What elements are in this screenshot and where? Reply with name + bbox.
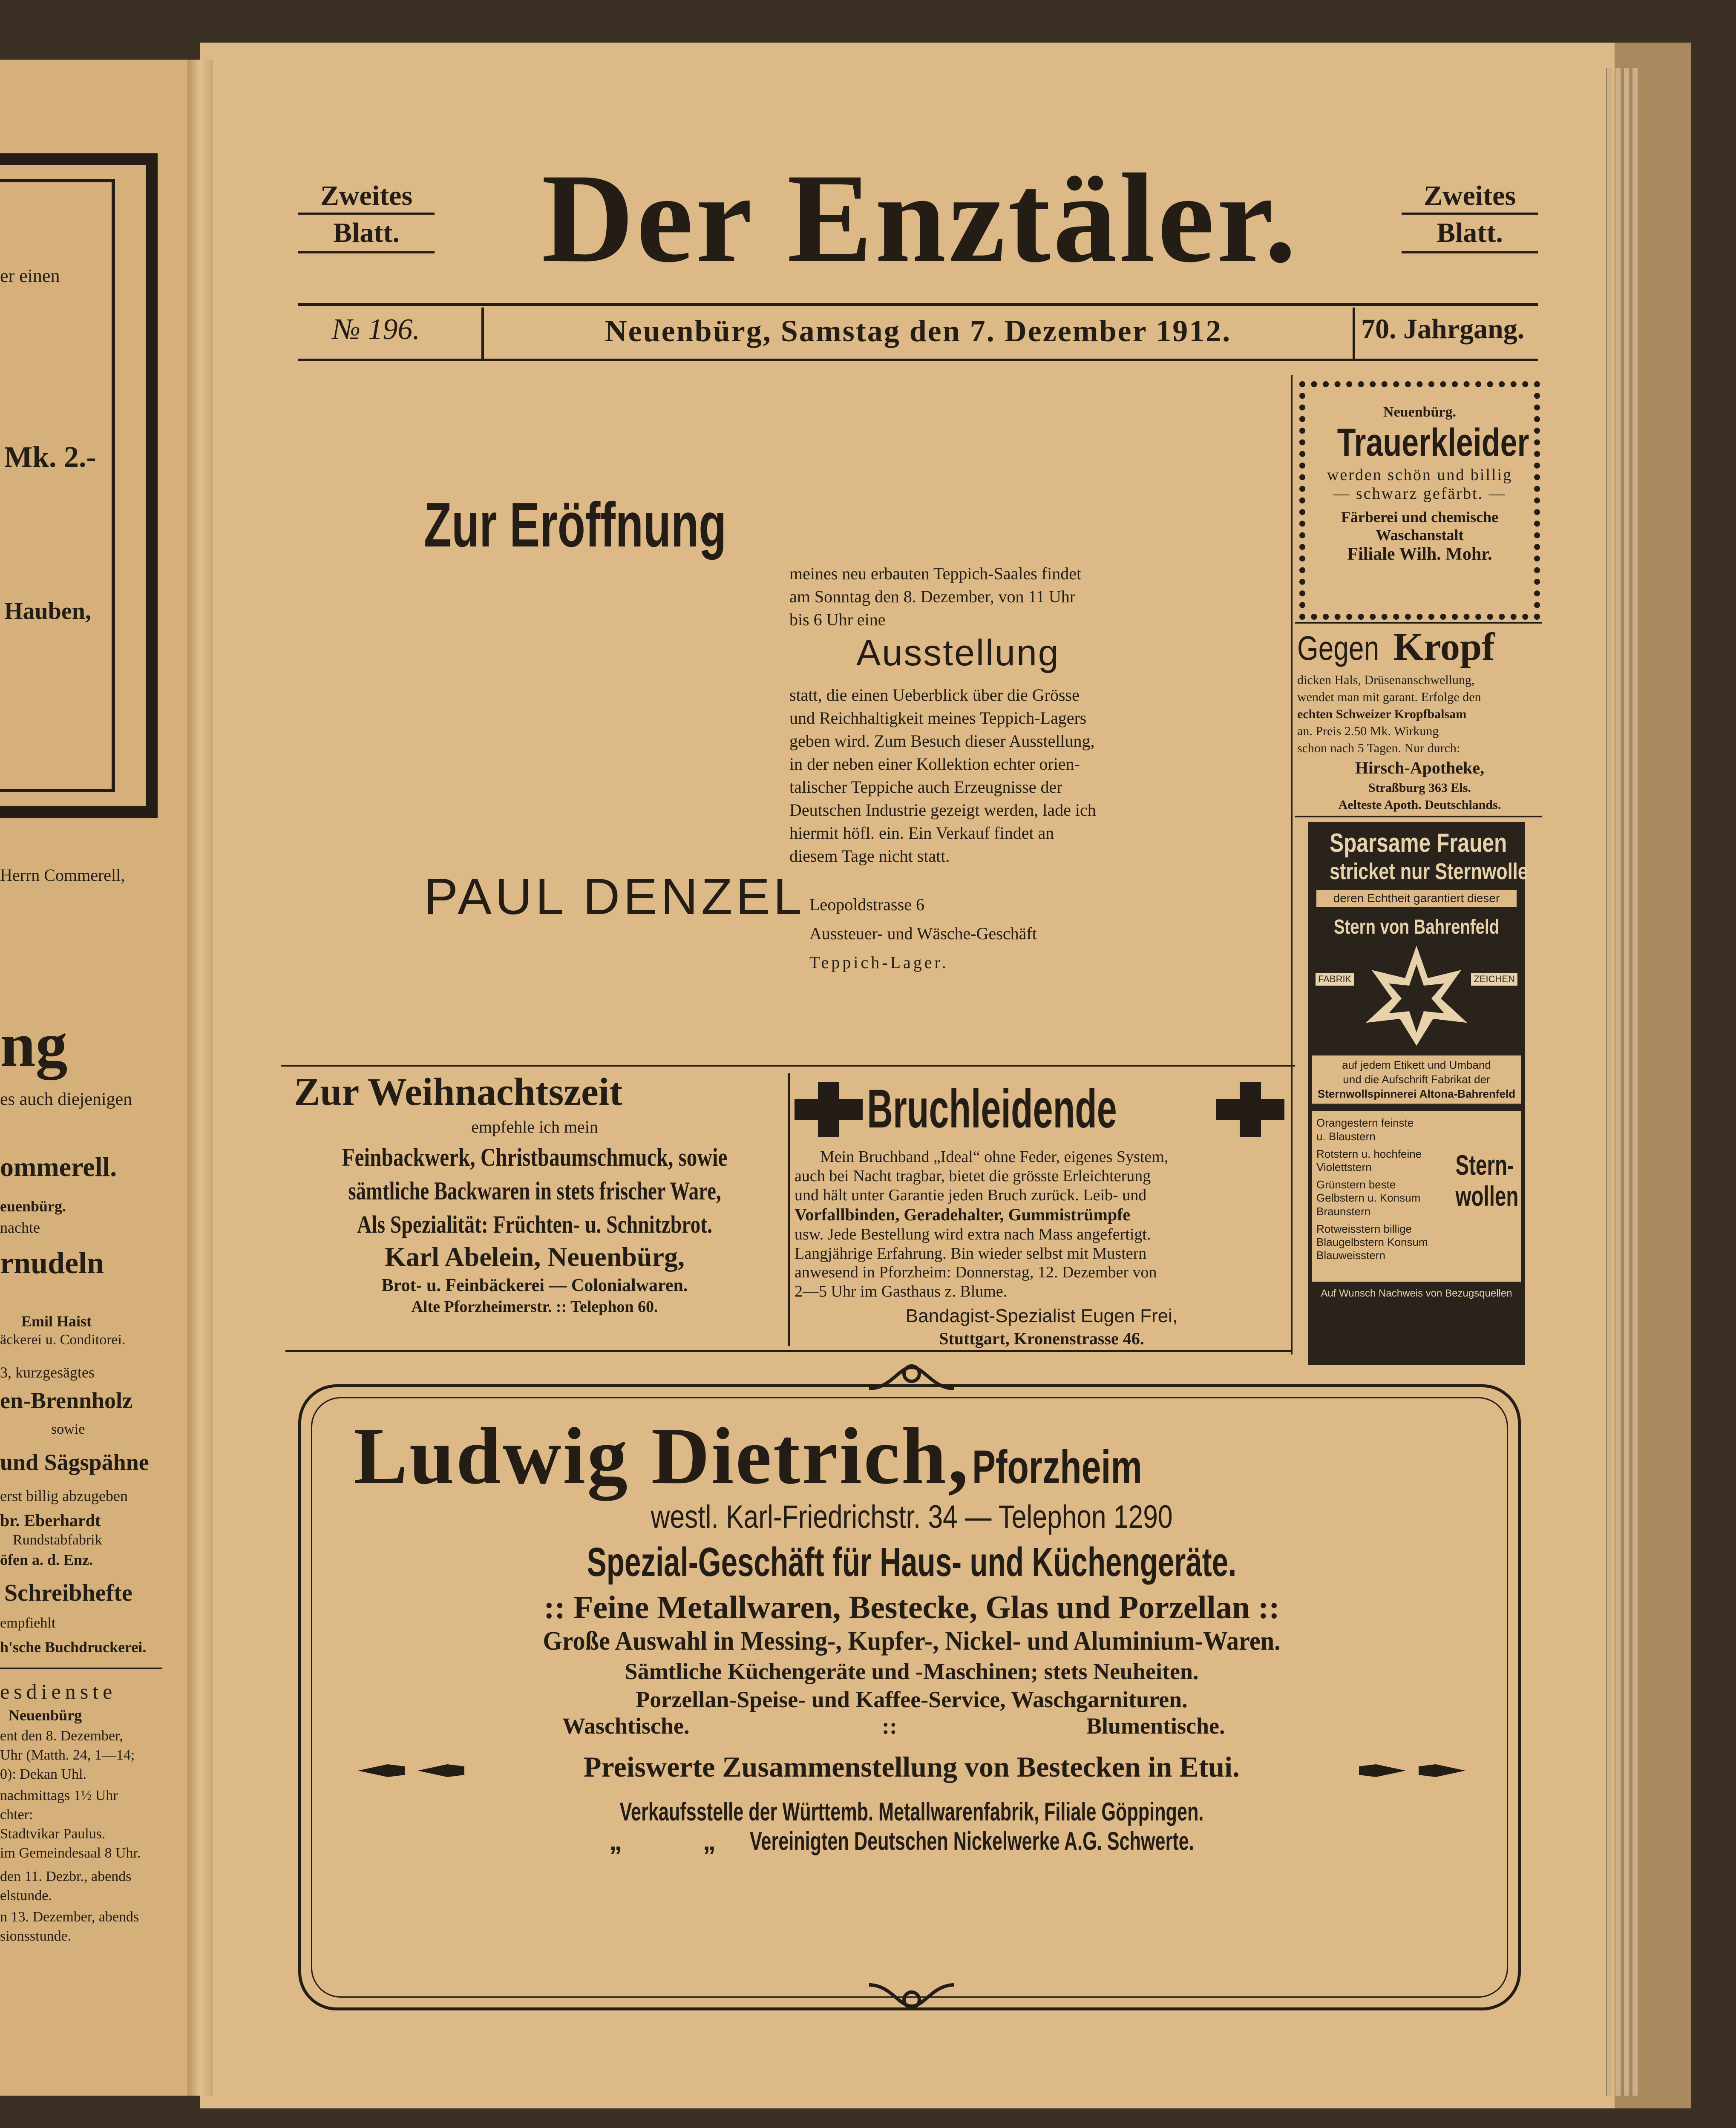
- zeichen-label: ZEICHEN: [1471, 973, 1517, 986]
- left-text: und Sägspähne: [0, 1449, 149, 1475]
- badge-line: Blatt.: [298, 215, 435, 253]
- text-line: Sämtliche Küchengeräte und -Maschinen; stets Neuheiten.: [625, 1659, 1199, 1684]
- left-text: Neuenbürg: [9, 1707, 82, 1724]
- book-gutter: [187, 60, 213, 2096]
- dietrich-line: [324, 1589, 1500, 1626]
- left-text: empfiehlt: [0, 1615, 56, 1631]
- left-text: äckerei u. Conditorei.: [0, 1332, 126, 1348]
- denzel-address: [809, 890, 1037, 977]
- text-line: Deutschen Industrie gezeigt werden, lade ich: [789, 800, 1096, 820]
- text-line: Preiswerte Zusammenstellung von Bestecken in Etui.: [583, 1751, 1240, 1783]
- text-line: Violettstern: [1316, 1160, 1372, 1173]
- text-line: hiermit höfl. ein. Ein Verkauf findet an: [789, 823, 1054, 843]
- dietrich-city: Pforzheim: [972, 1441, 1142, 1493]
- text-line: echten Schweizer Kropfbalsam: [1297, 707, 1467, 721]
- left-text: Rundstabfabrik: [13, 1532, 102, 1548]
- eroeffnung-text: [789, 684, 1096, 868]
- text-line: Waschtische.: [562, 1713, 690, 1739]
- text-line: ::: [882, 1713, 897, 1739]
- section-rule: [285, 1350, 1291, 1352]
- text-line: Gelbstern u. Konsum: [1316, 1191, 1421, 1205]
- left-text: er einen: [0, 265, 60, 286]
- left-text: chter:: [0, 1807, 33, 1823]
- text-line: und die Aufschrift Fabrikat der: [1343, 1073, 1490, 1086]
- kropf-text: [1297, 672, 1542, 813]
- badge-line: Blatt.: [1402, 215, 1538, 253]
- text-line: Leopoldstrasse 6: [809, 895, 924, 914]
- text-line: — schwarz gefärbt. —: [1333, 484, 1506, 503]
- issue-number: № 196.: [332, 313, 420, 346]
- fabrik-label: FABRIK: [1316, 973, 1354, 986]
- bruch-heading: Bruchleidende: [867, 1078, 1117, 1139]
- left-text: Schreibhefte: [4, 1580, 132, 1606]
- ornament-icon: [865, 1354, 959, 1401]
- left-text: 0): Dekan Uhl.: [0, 1766, 87, 1782]
- weihnacht-heading: Zur Weihnachtszeit: [294, 1070, 622, 1113]
- sternwolle-top-rule: [1295, 816, 1542, 817]
- trauer-ad: [1299, 381, 1540, 620]
- dietrich-name: Ludwig Dietrich,: [354, 1412, 970, 1501]
- text-line: Rotstern u. hochfeine: [1316, 1147, 1422, 1160]
- left-text: esdienste: [0, 1679, 117, 1703]
- text-line: sämtliche Backwaren in stets frischer Ware,: [348, 1177, 721, 1205]
- trauer-place: Neuenbürg.: [1383, 404, 1456, 420]
- left-rule: [0, 1668, 162, 1669]
- text-line: Blaugelbstern Konsum: [1316, 1235, 1428, 1248]
- separator: ::: [544, 1590, 573, 1625]
- left-text: sionsstunde.: [0, 1928, 72, 1944]
- text-line: „: [703, 1827, 716, 1855]
- left-text: elstunde.: [0, 1888, 52, 1904]
- left-text: Mk. 2.-: [4, 441, 96, 474]
- text-line: Karl Abelein, Neuenbürg,: [384, 1242, 685, 1272]
- separator: ::: [1250, 1590, 1280, 1625]
- text-line: und Reichhaltigkeit meines Teppich-Lagers: [789, 708, 1087, 728]
- kropf-heading: Kropf: [1393, 625, 1495, 668]
- text-line: Vereinigten Deutschen Nickelwerke A.G. Schwerte.: [750, 1827, 1194, 1855]
- text-line: Straßburg 363 Els.: [1368, 780, 1471, 795]
- text-line: u. Blaustern: [1316, 1130, 1376, 1143]
- text-line: Alte Pforzheimerstr. :: Telephon 60.: [411, 1298, 658, 1316]
- section-rule: [1291, 375, 1293, 1354]
- text-line: geben wird. Zum Besuch dieser Ausstellung,: [789, 731, 1095, 751]
- text-line: Blumentische.: [1086, 1713, 1225, 1739]
- sternwolle-ad: [1308, 822, 1528, 1365]
- text-line: wendet man mit garant. Erfolge den: [1297, 690, 1481, 704]
- text-line: wollen: [1455, 1180, 1518, 1212]
- pointing-hand-icon: [354, 1758, 473, 1783]
- pointing-hand-icon: [1350, 1758, 1470, 1783]
- left-text: n 13. Dezember, abends: [0, 1909, 139, 1925]
- place-date: Neuenbürg, Samstag den 7. Dezember 1912.: [605, 314, 1232, 348]
- text-line: diesem Tage nicht statt.: [789, 846, 950, 866]
- left-text: ent den 8. Dezember,: [0, 1728, 123, 1744]
- left-text: euenbürg.: [0, 1198, 66, 1215]
- masthead-divider: [1353, 308, 1355, 359]
- left-text: es auch diejenigen: [0, 1090, 132, 1109]
- left-text: nachmittags 1½ Uhr: [0, 1788, 118, 1803]
- left-text: en-Brennholz: [0, 1388, 133, 1413]
- left-text: nachte: [0, 1219, 40, 1236]
- page-edge: [1606, 68, 1612, 2096]
- text-line: Rotweisstern billige: [1316, 1222, 1412, 1235]
- kinds-list: [1316, 1116, 1453, 1262]
- text-line: Sternwollspinnerei Altona-Bahrenfeld: [1317, 1087, 1516, 1100]
- left-text: h'sche Buchdruckerei.: [0, 1639, 147, 1656]
- page-edge: [1615, 68, 1621, 2096]
- text-line: Stern-: [1455, 1149, 1514, 1181]
- ornament-icon: [865, 1972, 959, 2019]
- text-line: usw. Jede Bestellung wird extra nach Mass angefertigt.: [795, 1225, 1151, 1243]
- text-line: dicken Hals, Drüsenanschwellung,: [1297, 673, 1475, 687]
- left-text: br. Eberhardt: [0, 1511, 101, 1530]
- text-line: Blauweisstern: [1316, 1249, 1385, 1262]
- text-line: Mein Bruchband „Ideal“ ohne Feder, eigenes System,: [820, 1148, 1169, 1166]
- bruch-signature: Stuttgart, Kronenstrasse 46.: [939, 1329, 1144, 1348]
- badge-line: Zweites: [298, 179, 435, 215]
- text-line: und hält unter Garantie jeden Bruch zurück. Leib- und: [795, 1186, 1147, 1204]
- text-line: statt, die einen Ueberblick über die Grösse: [789, 685, 1080, 705]
- signature-denzel: PAUL DENZEL: [424, 868, 805, 925]
- text-line: westl. Karl-Friedrichstr. 34 — Telephon 1290: [651, 1499, 1173, 1535]
- text-line: Grünstern beste: [1316, 1178, 1396, 1191]
- newspaper-title: Der Enztäler.: [541, 147, 1299, 289]
- bruch-text: [795, 1147, 1289, 1301]
- text-line: Braunstern: [1316, 1205, 1371, 1218]
- dietrich-line: [324, 1713, 1500, 1743]
- text-line: anwesend in Pforzheim: Donnerstag, 12. Dezember von: [795, 1263, 1157, 1282]
- dietrich-line: [324, 1826, 1500, 1861]
- masthead-rule-top: [298, 303, 1538, 306]
- eroeffnung-heading: Zur Eröffnung: [424, 490, 727, 560]
- text-line: Teppich-Lager.: [809, 953, 949, 972]
- right-badge: [1402, 179, 1538, 253]
- text-line: schon nach 5 Tagen. Nur durch:: [1297, 741, 1460, 755]
- sternwolle-footer: Auf Wunsch Nachweis von Bezugsquellen: [1321, 1288, 1512, 1300]
- left-text: sowie: [51, 1421, 85, 1437]
- sternwolle-kinds: [1312, 1111, 1521, 1282]
- column-rule: [788, 1073, 790, 1346]
- sternwolle-title: Sparsame Frauen: [1330, 828, 1507, 858]
- left-text: ommerell.: [0, 1152, 117, 1182]
- bruch-signature: Bandagist-Spezialist Eugen Frei,: [905, 1305, 1178, 1326]
- text-line: Als Spezialität: Früchten- u. Schnitzbrot.: [357, 1211, 713, 1238]
- left-text: 3, kurzgesägtes: [0, 1364, 95, 1381]
- trauer-heading: Trauerkleider: [1337, 421, 1529, 464]
- weihnacht-ad: [285, 1069, 784, 1316]
- sternwolle-guarantee: deren Echtheit garantiert dieser: [1316, 890, 1517, 907]
- text-line: in der neben einer Kollektion echter orien-: [789, 754, 1080, 774]
- page-edge: [1623, 68, 1629, 2096]
- text-line: Filiale Wilh. Mohr.: [1347, 544, 1492, 564]
- text-line: Orangestern feinste: [1316, 1116, 1414, 1130]
- left-text: rnudeln: [0, 1246, 104, 1280]
- text-line: Verkaufsstelle der Württemb. Metallwarenfabrik, Filiale Göppingen.: [619, 1797, 1204, 1826]
- text-line: Vorfallbinden, Geradehalter, Gummistrümpfe: [795, 1205, 1131, 1225]
- sternwolle-label-text: [1312, 1055, 1521, 1104]
- cross-icon: [795, 1078, 863, 1142]
- kropf-top-rule: [1295, 622, 1542, 624]
- star-emblem: [1308, 939, 1525, 1050]
- eroeffnung-text: [789, 562, 1081, 631]
- text-line: am Sonntag den 8. Dezember, von 11 Uhr: [789, 587, 1076, 606]
- page-edge: [1632, 68, 1638, 2096]
- star-icon: [1308, 939, 1525, 1050]
- text-line: an. Preis 2.50 Mk. Wirkung: [1297, 724, 1439, 738]
- left-text: ng: [0, 1009, 68, 1080]
- sternwolle-star-name: Stern von Bahrenfeld: [1333, 916, 1500, 938]
- sternwollen-brand: [1455, 1150, 1518, 1211]
- left-text: im Gemeindesaal 8 Uhr.: [0, 1845, 141, 1861]
- sternwolle-title: stricket nur Sternwolle: [1330, 859, 1528, 884]
- text-line: Aussteuer- und Wäsche-Geschäft: [809, 924, 1037, 943]
- left-badge: [298, 179, 435, 253]
- dietrich-ad: [324, 1410, 1500, 1861]
- badge-line: Zweites: [1402, 179, 1538, 215]
- text-line: meines neu erbauten Teppich-Saales findet: [789, 564, 1082, 583]
- text-line: 2—5 Uhr im Gasthaus z. Blume.: [795, 1283, 1008, 1301]
- text-line: Waschanstalt: [1376, 526, 1464, 544]
- ausstellung-heading: Ausstellung: [856, 633, 1060, 673]
- left-text: Hauben,: [4, 598, 91, 624]
- text-line: Feine Metallwaren, Bestecke, Glas und Porzellan: [573, 1590, 1250, 1625]
- text-line: empfehle ich mein: [471, 1117, 598, 1136]
- text-line: Langjährige Erfahrung. Bin wieder selbst mit Mustern: [795, 1244, 1147, 1262]
- left-text: Stadtvikar Paulus.: [0, 1826, 106, 1842]
- cross-icon: [1216, 1078, 1284, 1142]
- text-line: talischer Teppiche auch Erzeugnisse der: [789, 777, 1062, 797]
- text-line: Färberei und chemische: [1341, 508, 1499, 526]
- left-text: Herrn Commerell,: [0, 866, 125, 885]
- kropf-heading: Gegen: [1297, 629, 1379, 667]
- text-line: Aelteste Apoth. Deutschlands.: [1338, 797, 1501, 812]
- text-line: Große Auswahl in Messing-, Kupfer-, Nickel- und Aluminium-Waren.: [543, 1627, 1281, 1656]
- text-line: Hirsch-Apotheke,: [1355, 758, 1485, 778]
- text-line: Porzellan-Speise- und Kaffee-Service, Waschgarnituren.: [636, 1687, 1188, 1712]
- text-line: Feinbackwerk, Christbaumschmuck, sowie: [342, 1143, 728, 1171]
- left-text: erst billig abzugeben: [0, 1487, 128, 1504]
- left-text: öfen a. d. Enz.: [0, 1551, 93, 1568]
- text-line: werden schön und billig: [1327, 466, 1513, 484]
- text-line: auch bei Nacht tragbar, bietet die grösste Erleichterung: [795, 1167, 1151, 1185]
- text-line: Spezial-Geschäft für Haus- und Küchengeräte.: [587, 1539, 1237, 1585]
- masthead-rule-bottom: [298, 359, 1538, 361]
- left-text: den 11. Dezbr., abends: [0, 1869, 132, 1884]
- text-line: auf jedem Etikett und Umband: [1342, 1058, 1491, 1071]
- bruch-ad: [795, 1078, 1289, 1349]
- masthead-divider: [481, 308, 484, 359]
- text-line: „: [609, 1827, 622, 1855]
- text-line: bis 6 Uhr eine: [789, 610, 886, 629]
- kropf-ad: [1297, 624, 1542, 813]
- section-rule: [281, 1065, 1295, 1067]
- text-line: Brot- u. Feinbäckerei — Colonialwaren.: [381, 1276, 688, 1295]
- volume: 70. Jahrgang.: [1361, 313, 1525, 345]
- left-text: Uhr (Matth. 24, 1—14;: [0, 1747, 135, 1763]
- left-text: Emil Haist: [21, 1313, 92, 1330]
